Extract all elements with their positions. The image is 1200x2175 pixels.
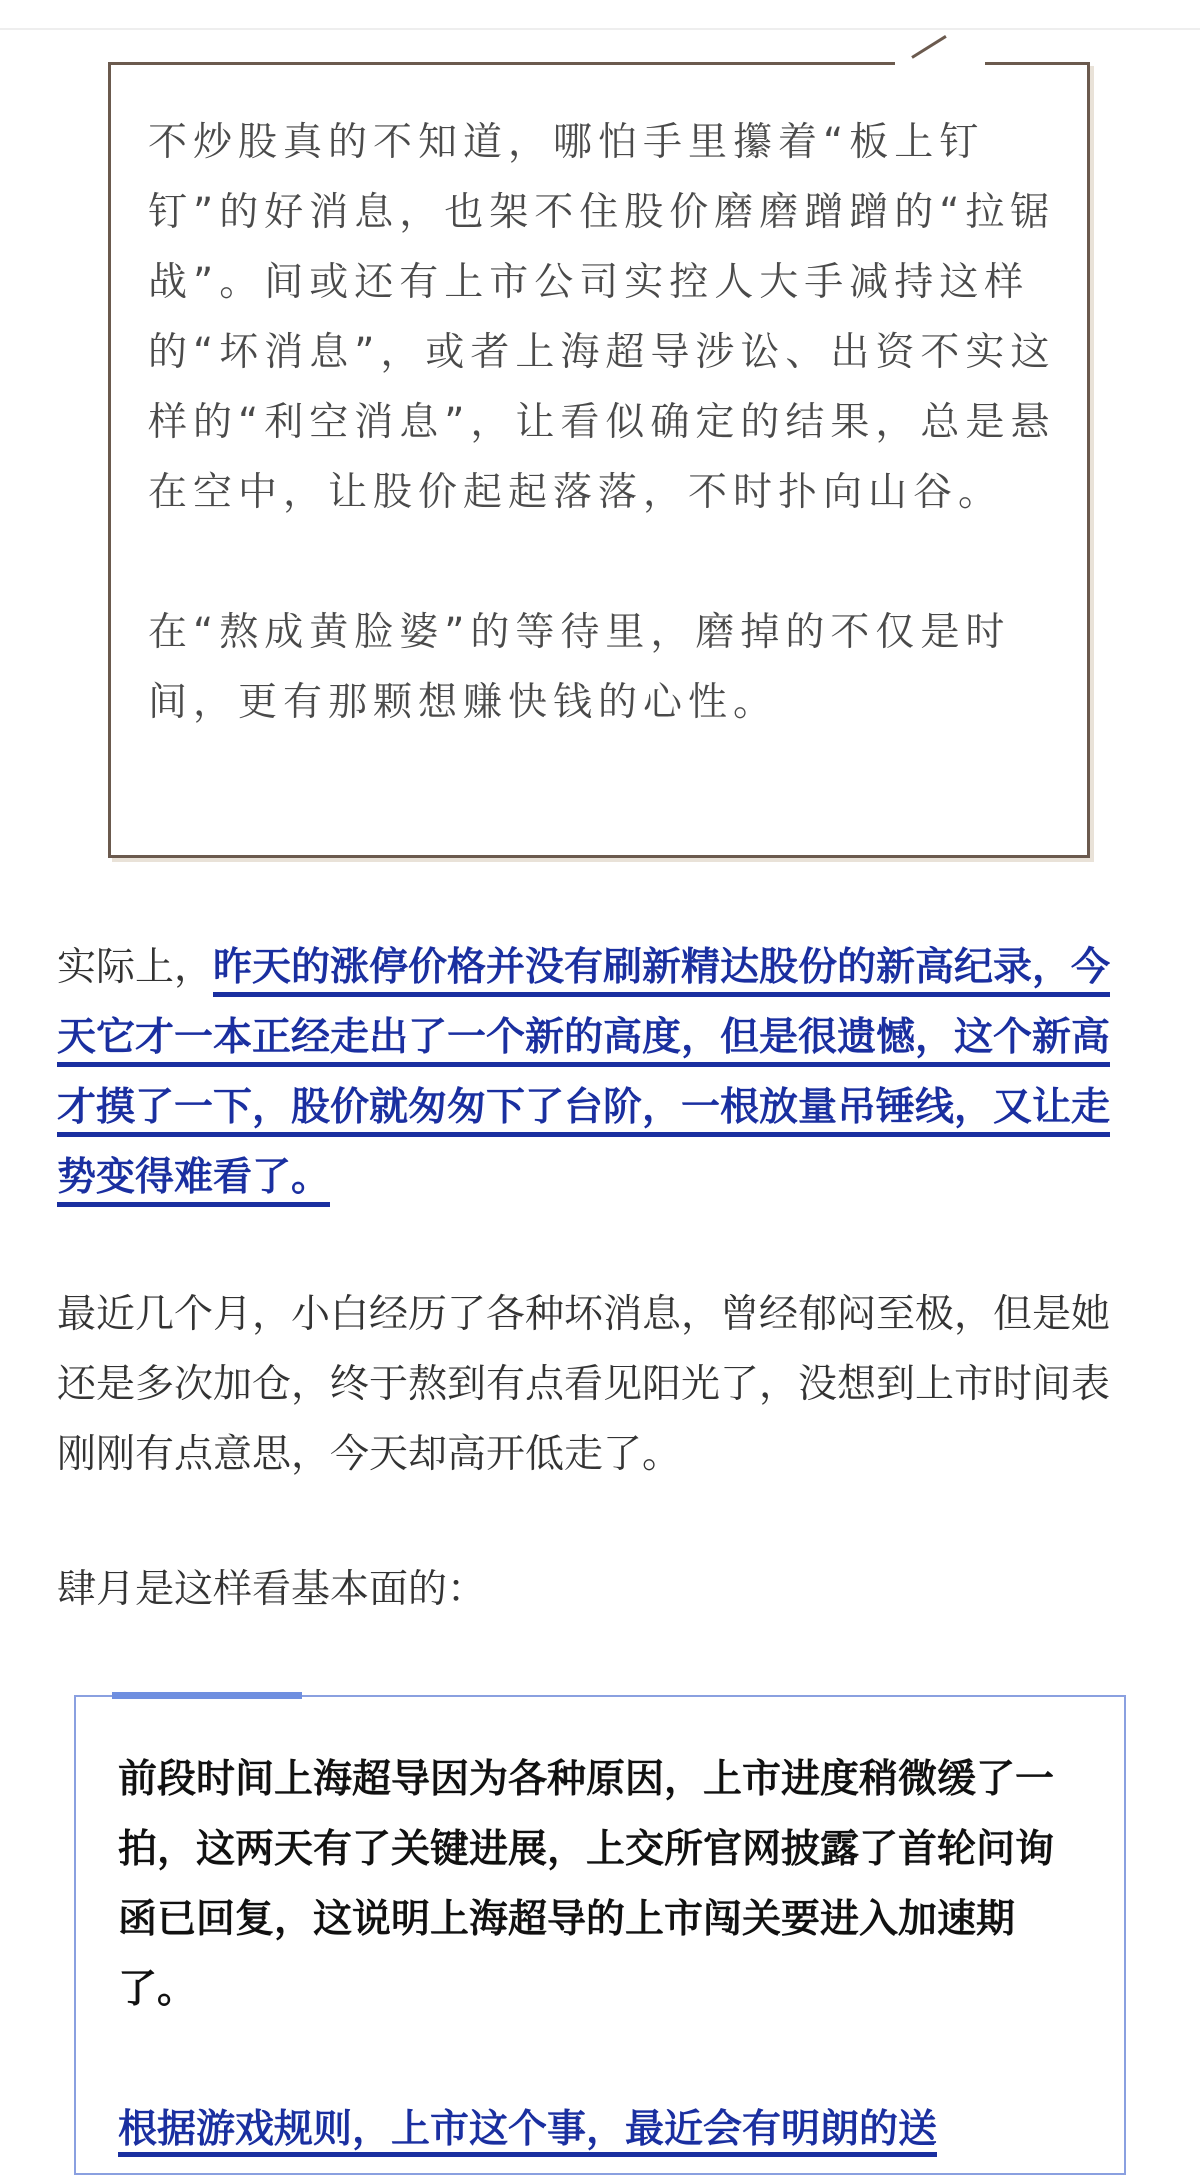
top-divider: [0, 28, 1200, 30]
quote-paragraph-1: 不炒股真的不知道，哪怕手里攥着“板上钉钉”的好消息，也架不住股价磨磨蹭蹭的“拉锯战”。间或还有上市公司实控人大手减持这样的“坏消息”，或者上海超导涉讼、出资不实这样的“利空消息”，让看似确定的结果，总是悬在空中，让股价起起落落，不时扑向山谷。: [148, 120, 1056, 515]
callout-highlighted-text: 根据游戏规则，上市这个事，最近会有明朗的送: [118, 2107, 937, 2157]
callout-paragraph-2: [118, 2095, 1078, 2165]
highlight-paragraph: [57, 933, 1143, 1213]
callout-text: [118, 1745, 1078, 2165]
callout-paragraph-1: 前段时间上海超导因为各种原因，上市进度稍微缓了一拍，这两天有了关键进展，上交所官网披露了首轮问询函已回复，这说明上海超导的上市闯关要进入加速期了。: [118, 1757, 1055, 2012]
body-paragraph-3: 肆月是这样看基本面的：: [57, 1567, 487, 1612]
lead-text: 实际上，: [57, 945, 214, 990]
quote-paragraph-2: 在“熬成黄脸婆”的等待里，磨掉的不仅是时间，更有那颗想赚快钱的心性。: [148, 610, 1011, 725]
quote-text: [148, 108, 1060, 738]
frame-notch: [895, 44, 985, 74]
body-paragraph-2: 最近几个月，小白经历了各种坏消息，曾经郁闷至极，但是她还是多次加仓，终于熬到有点看见阳光了，没想到上市时间表刚刚有点意思，今天却高开低走了。: [57, 1292, 1111, 1477]
callout-accent-bar: [112, 1692, 302, 1699]
highlighted-text: 昨天的涨停价格并没有刷新精达股份的新高纪录，今天它才一本正经走出了一个新的高度，但是很遗憾，这个新高才摸了一下，股价就匆匆下了台阶，一根放量吊锤线，又让走势变得难看了。: [57, 945, 1110, 1207]
